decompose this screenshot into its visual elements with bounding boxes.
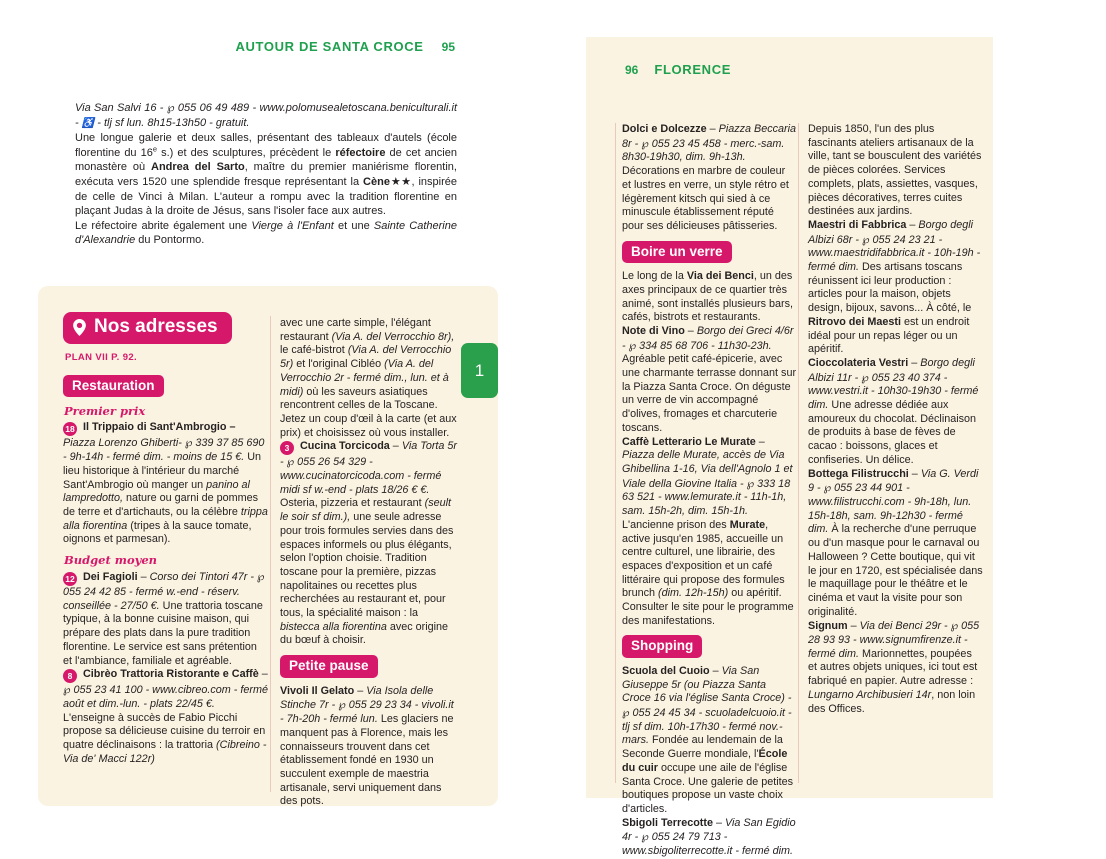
- address-entry: Signum – Via dei Benci 29r - ℘ 055 28 93 93 - www.signumfirenze.it - fermé dim. Marionnettes, poupées et autres objets uniques, ici tout est fabriqué en papier. Autre adresse : Lungarno Archibusieri 14r, non loin des Offices.: [808, 619, 980, 715]
- phone-icon: ℘: [861, 370, 869, 384]
- section-heading-shopping: Shopping: [622, 635, 702, 658]
- phone-icon: ℘: [338, 698, 346, 712]
- phone-icon: ℘: [286, 455, 295, 469]
- phone-icon: ℘: [823, 481, 832, 495]
- address-entry: Cioccolateria Vestri – Borgo degli Albizi 11r - ℘ 055 23 40 374 - www.vestri.it - 10h30-19h30 - fermé dim. Une adresse dédiée aux amoureux du chocolat. Déclinaison de produits à base de fèves de cacao : boissons, glaces et confiseries. Un délice.: [808, 356, 979, 466]
- phone-icon: ℘: [622, 706, 630, 720]
- map-number-badge: 12: [63, 572, 77, 586]
- chapter-tab-number: 1: [474, 360, 485, 380]
- section-heading-restauration: Restauration: [63, 375, 164, 398]
- address-entry: 18 Il Trippaio di Sant'Ambrogio – Piazza Lorenzo Ghiberti- ℘ 339 37 85 690 - 9h-14h - fermé dim. - moins de 15 €. Un lieu historique à l'intérieur du marché Sant'Ambrogio où manger un panino al lampredotto, nature ou garni de pommes de terre et d'artichauts, ou la célèbre trippa alla fiorentina (tripes à la sauce tomate, oignons et parmesan).: [63, 421, 268, 546]
- left-page-header: [75, 38, 455, 56]
- map-pin-icon: [73, 319, 86, 336]
- phone-icon: ℘: [166, 101, 175, 114]
- address-entry: Vivoli Il Gelato – Via Isola delle Stinche 7r - ℘ 055 29 23 34 - vivoli.it - 7h-20h - fermé lun. Les glaciers ne manquent pas à Florence, mais les connaisseurs trouvent dans cet établissement fondé en 1930 un succulent exemple de maestria artisanale, servi uniquement dans des pots.: [280, 684, 454, 808]
- phone-icon: ℘: [641, 830, 649, 844]
- phone-icon: ℘: [184, 436, 193, 450]
- phone-icon: ℘: [641, 136, 649, 150]
- plan-reference: PLAN VII P. 92.: [65, 351, 138, 363]
- right-column-2: [808, 123, 983, 716]
- paragraph: Depuis 1850, l'un des plus fascinants ateliers artisanaux de la ville, tant se bousculent des variétés de pièces colorées. Services complets, plats, assiettes, vasques, pièces décoratives, terres cuites destinées aux jardins.: [808, 123, 982, 218]
- right-page-header: [625, 61, 731, 79]
- section-heading-petite-pause: Petite pause: [280, 655, 378, 678]
- price-category-premier-prix: Premier prix: [64, 404, 146, 419]
- intro-paragraph: Le réfectoire abrite également une Vierge à l'Enfant et une Sainte Catherine d'Alexandrie du Pontormo.: [75, 219, 457, 247]
- address-entry: Scuola del Cuoio – Via San Giuseppe 5r (ou Piazza Santa Croce 16 via l'église Santa Croce) - ℘ 055 24 45 34 - scuoladelcuoio.it - tlj sf dim. 10h-17h30 - fermé nov.-mars. Fondée au lendemain de la Seconde Guerre mondiale, l'École du cuir occupe une aile de l'église Santa Croce. Une galerie de petites boutiques propose un vaste choix d'articles.: [622, 664, 794, 815]
- phone-icon: ℘: [862, 232, 870, 246]
- museum-address-line: Via San Salvi 16 - ℘ 055 06 49 489 - www.polomusealetoscana.beniculturali.it - ♿ - tlj sf lun. 8h15-13h50 - gratuit.: [75, 101, 458, 129]
- nos-adresses-label: Nos adresses: [94, 316, 218, 337]
- map-number-badge: 3: [280, 441, 294, 455]
- paragraph: avec une carte simple, l'élégant restaurant (Via A. del Verrocchio 8r), le café-bistrot (Via A. del Verrocchio 5r) et l'original Cibléo (Via A. del Verrocchio 2r - fermé dim., lun. et à midi) où les saveurs asiatiques rencontrent celles de la Toscane. Jetez un coup d'œil à la carte (et aux prix) et choisissez où vous installer.: [280, 317, 457, 439]
- column-divider: [270, 316, 271, 792]
- address-entry: 8 Cibrèo Trattoria Ristorante e Caffè – ℘ 055 23 41 100 - www.cibreo.com - fermé août et dim.-lun. - plats 22/45 €. L'enseigne à succès de Fabio Picchi propose sa délicieuse cuisine du terroir en quatre déclinaisons : la trattoria (Cibreino - Via de' Macci 122r): [63, 668, 268, 765]
- phone-icon: ℘: [256, 570, 265, 584]
- adresses-column-1: [63, 312, 268, 766]
- phone-icon: ℘: [628, 338, 637, 352]
- intro-paragraph: Une longue galerie et deux salles, présentant des tableaux d'autels (école florentine du 16e s.) et des sculptures, précèdent le réfectoire de cet ancien monastère où Andrea del Sarto, maître du premier maniérisme florentin, exécuta vers 1520 une splendide fresque représentant la Cène★★, inspirée de celle de Vinci à Milan. L'auteur a rompu avec la tradition florentine en plaçant Judas à la droite de Jésus, sans l'isoler face aux autres.: [75, 132, 457, 218]
- right-page-number: 96: [625, 63, 639, 77]
- star-rating: ★★: [389, 175, 412, 188]
- wheelchair-access-icon: ♿: [81, 117, 95, 129]
- column-rule: [615, 123, 616, 783]
- paragraph: Le long de la Via dei Benci, un des axes principaux de ce quartier très animé, sont installés plusieurs bars, cafés, bistrots et restaurants.: [622, 270, 794, 324]
- left-running-title: AUTOUR DE SANTA CROCE: [235, 39, 424, 54]
- address-entry: 12 Dei Fagioli – Corso dei Tintori 47r - ℘ 055 24 42 85 - fermé w.-end - réserv. conseillée - 27/50 €. Une trattoria toscane typique, à la bonne cuisine maison, qui prépare des plats dans la pure tradition florentine. Le service est sans prétention et l'ambiance, familiale et agréable.: [63, 570, 265, 667]
- nos-adresses-title: [63, 312, 232, 344]
- address-entry: Dolci e Dolcezze – Piazza Beccaria 8r - ℘ 055 23 45 458 - merc.-sam. 8h30-19h30, dim. 9h-13h. Décorations en marbre de couleur et lustres en verre, un style rétro et légèrement kitsch qui sied à ce minuscule établissement réputé pour ses délicieuses pâtisseries.: [622, 123, 797, 232]
- right-page: [586, 37, 993, 858]
- address-entry: Sbigoli Terrecotte – Via San Egidio 4r - ℘ 055 24 79 713 - www.sbigoliterrecotte.it - fermé dim.: [622, 816, 796, 858]
- right-column-1: [622, 123, 797, 859]
- left-intro-text: [75, 101, 457, 248]
- phone-icon: ℘: [63, 683, 71, 697]
- phone-icon: ℘: [746, 476, 755, 490]
- left-page-number: 95: [441, 40, 455, 54]
- map-number-badge: 8: [63, 669, 77, 683]
- address-entry: Maestri di Fabbrica – Borgo degli Albizi 68r - ℘ 055 24 23 21 - www.maestridifabbrica.it - 10h-19h - fermé dim. Des artisans toscans réunissent ici leur production : articles pour la maison, objets design, bijoux, savons... À côté, le Ritrovo dei Maesti est un endroit idéal pour un repas léger ou un apéritif.: [808, 218, 981, 356]
- adresses-col1-blocks: [63, 375, 268, 767]
- address-entry: Caffè Letterario Le Murate – Piazza delle Murate, accès de Via Ghibellina 1-16, Via dell'Agnolo 1 et Viale della Giovine Italia - ℘ 333 18 63 521 - www.lemurate.it - 11h-1h, sam. 15h-2h, dim. 15h-1h. L'ancienne prison des Murate, active jusqu'en 1985, accueille un centre culturel, une librairie, des espaces d'exposition et un café littéraire qui propose des formules brunch (dim. 12h-15h) ou apéritif. Consulter le site pour le programme des manifestations.: [622, 435, 794, 627]
- column-rule: [798, 123, 799, 783]
- right-running-title: FLORENCE: [654, 62, 732, 77]
- nos-adresses-box: [38, 286, 498, 806]
- phone-icon: ℘: [950, 619, 959, 633]
- adresses-column-2: [280, 317, 460, 809]
- address-entry: Bottega Filistrucchi – Via G. Verdi 9 - ℘ 055 23 44 901 - www.filistrucchi.com - 9h-18h, lun. 15h-18h, sam. 9h-12h30 - fermé dim. À la recherche d'une perruque ou d'un masque pour le carnaval ou Halloween ? Cette boutique, qui vit le jour en 1720, est spécialisée dans le maquillage pour le théâtre et le cinéma et vaut la visite pour son originalité.: [808, 467, 983, 618]
- address-entry: Note di Vino – Borgo dei Greci 4/6r - ℘ 334 85 68 706 - 11h30-23h. Agréable petit café-épicerie, avec une charmante terrasse donnant sur la Piazza Santa Croce. On déguste un verre de vin accompagné d'olives, fromages et charcuterie toscans.: [622, 324, 797, 434]
- price-category-budget-moyen: Budget moyen: [64, 553, 157, 568]
- address-entry: 3 Cucina Torcicoda – Via Torta 5r - ℘ 055 26 54 329 - www.cucinatorcicoda.com - fermé midi sf w.-end - plats 18/26 € €. Osteria, pizzeria et restaurant (seult le soir sf dim.), une seule adresse pour trois formules servies dans des espaces informels ou plus élégants, selon l'option choisie. Tradition toscane pour la première, pizzas napolitaines ou recettes plus recherchées au restaurant et, pour tous, la spécialité maison : la bistecca alla fiorentina avec origine du bœuf à choisir.: [280, 440, 458, 647]
- section-heading-boire-un-verre: Boire un verre: [622, 241, 732, 264]
- map-number-badge: 18: [63, 422, 77, 436]
- adresses-col2-blocks: [280, 317, 460, 809]
- chapter-tab: [461, 343, 498, 398]
